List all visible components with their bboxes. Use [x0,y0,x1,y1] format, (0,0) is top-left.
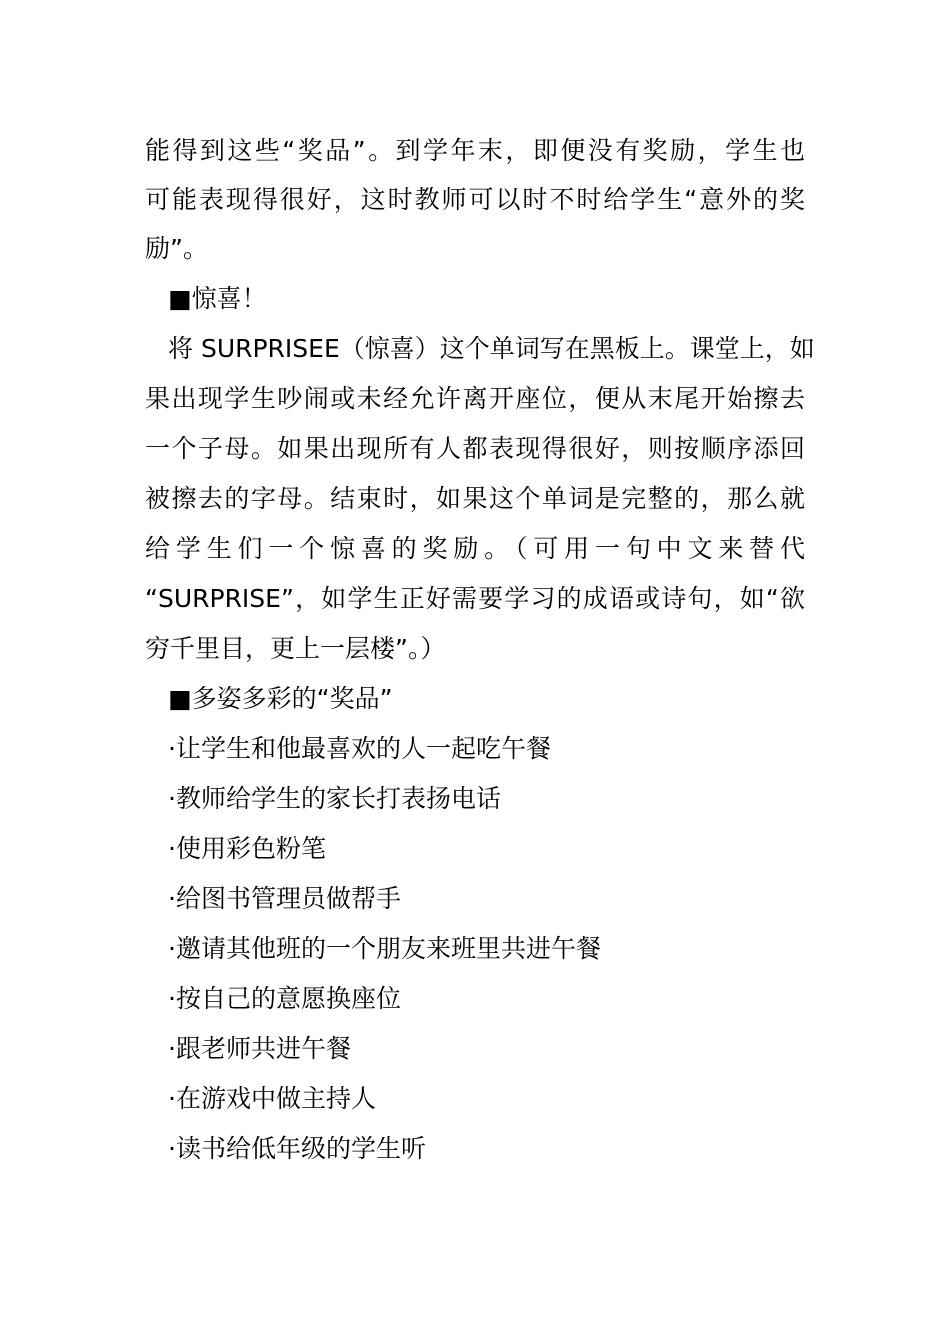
list-item: ·在游戏中做主持人 [168,1084,376,1113]
paragraph-line-1: 能得到这些“奖品”。到学年末，即便没有奖励，学生也 [145,136,805,165]
list-item: ·按自己的意愿换座位 [168,984,401,1013]
list-item: ·邀请其他班的一个朋友来班里共进午餐 [168,934,601,963]
paragraph-line-5: 将 SURPRISEE（惊喜）这个单词写在黑板上。课堂上，如 [168,334,815,363]
paragraph-line-8: 被擦去的字母。结束时，如果这个单词是完整的，那么就 [145,484,805,513]
paragraph-line-9: 给学生们一个惊喜的奖励。（可用一句中文来替代 [145,534,805,563]
list-item: ·教师给学生的家长打表扬电话 [168,784,501,813]
paragraph-line-10: “SURPRISE”，如学生正好需要学习的成语或诗句，如“欲 [145,584,805,613]
section-heading-prizes: ■多姿多彩的“奖品” [168,684,393,713]
list-item: ·让学生和他最喜欢的人一起吃午餐 [168,734,551,763]
paragraph-line-3: 励”。 [145,234,208,263]
list-item: ·使用彩色粉笔 [168,834,326,863]
paragraph-line-11: 穷千里目，更上一层楼”。） [145,634,446,663]
list-item: ·读书给低年级的学生听 [168,1134,426,1163]
paragraph-line-2: 可能表现得很好，这时教师可以时不时给学生“意外的奖 [145,185,805,214]
paragraph-line-6: 果出现学生吵闹或未经允许离开座位，便从末尾开始擦去 [145,384,805,413]
list-item: ·给图书管理员做帮手 [168,884,401,913]
paragraph-line-7: 一个子母。如果出现所有人都表现得很好，则按顺序添回 [145,434,805,463]
list-item: ·跟老师共进午餐 [168,1034,351,1063]
section-heading-surprise: ■惊喜！ [168,284,267,313]
